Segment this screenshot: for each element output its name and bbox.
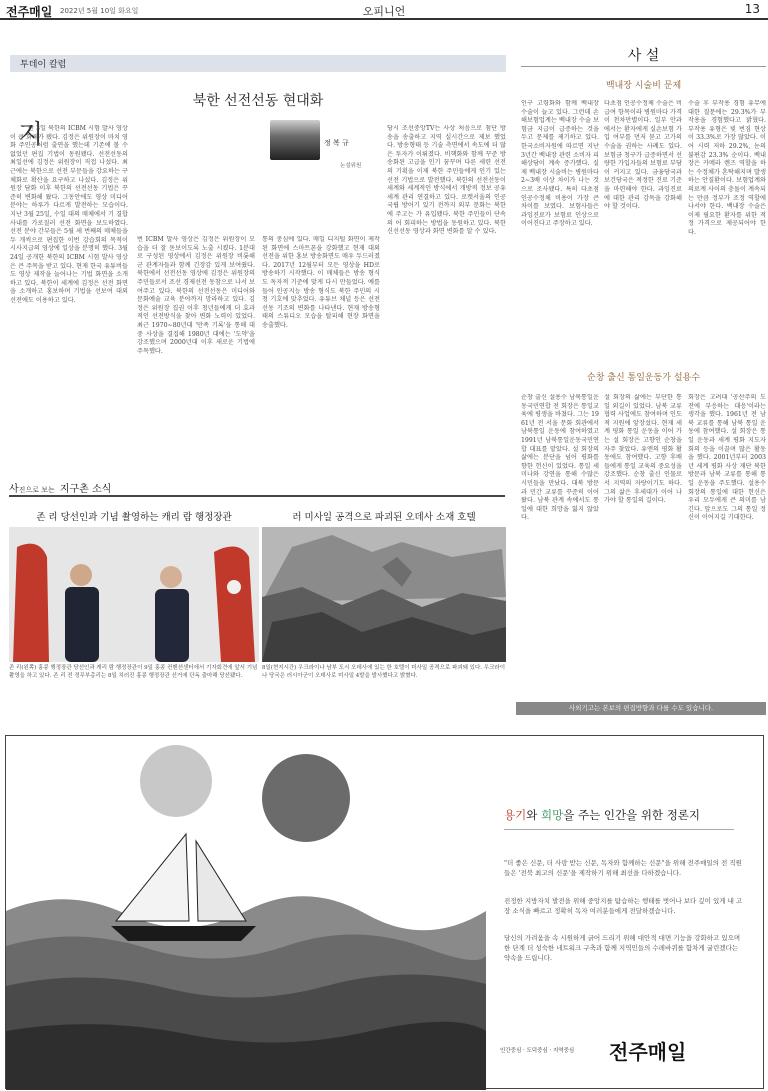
photo-news-divider xyxy=(9,495,505,497)
ad-tagline: 인간중심 · 도덕중심 · 지역중심 xyxy=(500,1048,575,1054)
column-text-col2: 번 ICBM 발사 영상은 김정은 위원장이 모습을 더 잘 돋보이도록 노출 시켰다. 1분대로 구성된 영상에서 김정은 위원장 비롯해 군 관계자들과 함께 긴장감 있게 보여줬다. 북한에서 선전선동 영상에 김정은 위원장의 주민들로서 조선 경제선전 동참으로 나서 보여주고 있다. 북한의 선전선동은 미디어와 문화예술 교육 분야까지 망라하고 있다. 김정은 위원장 집권 이후 청년들에게 더 효과적인 선전방식을 찾아 변화 노력이 있었다. 최근 1970~80년대 '만족 기록'을 통해 대중 사상을 결집해 1980년 대에는 '도약'을 강조했으며 2000년대 이후 새로운 기법에 주목했다. xyxy=(137,236,255,355)
slogan-part-2: 와 xyxy=(526,808,541,822)
photo-news-header xyxy=(9,477,505,495)
editorial-heading: 사 설 xyxy=(627,48,660,64)
ad-paragraph-3: 당신의 가려움을 속 시원하게 긁어 드리기 위해 대안적 대면 기능을 강화하고 있으며 한 단계 더 성숙한 네트워크 구축과 함께 지역민들의 수레바퀴를 함차게 굴린겠다는 약속을 드립니다. xyxy=(504,934,741,962)
ad-logo: 전주매일 xyxy=(609,1040,687,1064)
brand-name: 전주매일 xyxy=(6,5,53,19)
issue-date: 2022년 5월 10일 화요일 xyxy=(60,7,139,15)
column-tag-label: 투데이 칼럼 xyxy=(20,60,67,70)
author-name: 정 복 규 xyxy=(324,139,349,147)
editorial-disclaimer: 사외기고는 본보의 편집방향과 다를 수도 있습니다. xyxy=(516,702,766,715)
author-photo xyxy=(270,120,320,160)
page-number: 13 xyxy=(744,2,760,16)
photo-news-prefix: 진으로 보는 xyxy=(18,486,55,494)
photo-news-initial: 사 xyxy=(9,484,19,495)
drop-cap: 지 xyxy=(18,120,44,150)
photo-2-caption: 8일(현지시간) 우크라이나 남부 도시 오데사에 있는 한 호텔이 미사일 공격으로 파괴돼 있다. 우크라이나 당국은 러시아군이 오데사로 미사일 4발을 발사했다고 밝혔다. xyxy=(262,665,506,679)
ad-paragraph-2: 진정한 지방자치 발전을 위해 중앙지를 탐습하는 행태를 벗어나 보다 깊이 있게 내 고장 소식을 빠르고 정확히 독자 여러분들에게 전달하겠습니다. xyxy=(504,897,743,915)
photo-news-label: 지구촌 소식 xyxy=(59,484,112,495)
slogan-word-courage: 용기 xyxy=(504,808,527,822)
editorial-1-col2: 다초점 인공수정체 수술은 비급여 항목이라 병원마다 가격이 천차만별이다. 일부 안과에서는 환자에게 실손보험 가입 여부를 먼저 묻고 고가의 수술을 권하는 사례도 있다. 보험금 청구가 급증하면서 선량한 가입자들의 보험료 부담이 커지고 있다. 금융당국과 보건당국은 적정한 진료 기준을 마련해야 한다. 과잉진료에 대한 관리 감독을 강화해야 할 것이다. xyxy=(604,100,682,211)
photo-2-image xyxy=(262,527,506,662)
photo-1-image xyxy=(9,527,259,662)
ad-paragraph-1: "더 좋은 신문, 더 사랑 받는 신문, 독자와 함께하는 신문"을 위해 전주매일의 전 직원들은 '전북 최고의 신문'을 제작하기 위해 최선을 다하겠습니다. xyxy=(504,859,742,877)
section-title: 오피니언 xyxy=(362,5,406,18)
column-tag xyxy=(10,55,506,72)
slogan-part-4: 을 주는 인간을 위한 정론지 xyxy=(563,808,701,822)
editorial-2-col3: 회장은 고려대 '공산주의 도전에 부응하는 대응'이라는 생각을 했다. 1961년 전 남북 교류를 통해 남북 통일 운동에 참여했다. 설 회장은 통일 운동과 세계 평화 지도자 회의 등을 이끌며 많은 활동을 했다. 2001년부터 2003년 세계 평화 사상 재단 북한 방문과 남북 교류를 통해 통일 운동을 주도했다. 설용수 회장의 통일에 대한 헌신은 우리 모두에게 큰 의미를 남긴다. 앞으로도 그의 통일 정신이 이어지길 기대한다. xyxy=(688,394,766,522)
column-text-col3: 통의 중심에 있다. 매일 디지털 화면이 제작된 화면에 스마트폰을 강화했고 현재 대외 선전을 위한 홍보 방송화면도 매우 두드러졌다. 2017년 12월부터 모든 영상을 HD로 방송하기 시작했다. 이 매체들은 방송 형식도 독자적 기준에 맞게 다시 만들었다. 예를 들어 인공지능 방송 형식도 북한 주민의 시청 기호에 맞추었다. 유튜브 채널 등은 선전 선동 기조의 변화를 나타낸다. 현재 방송형태의 스튜디오 모습을 탈피해 현장 화면을 송출했다. xyxy=(262,236,380,329)
slogan-word-hope: 희망 xyxy=(540,808,564,822)
ad-slogan xyxy=(504,807,700,823)
advertisement-box xyxy=(5,735,764,1089)
column-text-col4: 당시 조선중앙TV는 사상 처음으로 첨단 방송을 송출하고 지역 실시간으로 제보 했었다. 방송형태 등 기술 측면에서 속도에 더 많은 투자가 이뤄졌다. 비핵화와 함께 꾸준 방송화된 고급을 인기 꿈꾸며 다른 세련 선전의 기획을 이제 북한 주민들에게 인기 있는 선전 기법으로 발전했다. 북한의 선전선동이 세계와 세계적인 방식에서 개방적 정보 공유 세계 관리 연결하고 있다. 로켓서울의 인공 국립 방어기 있기 전까지 외부 문화는 북한에 주고는 가 유입됐다. 북한 주민들이 단속의 어 회피하는 방법을 동원하고 있다. 북한 신선선동 영상과 화면 변화를 알 수 있다. xyxy=(387,125,506,236)
masthead xyxy=(0,0,768,20)
ad-illustration xyxy=(6,736,486,1090)
editorial-1-col3: 수술 후 부작용 경험 유무에 대한 질문에는 29.3%가 부작용을 경험했다고 밝혔다. 부작용 유형은 빛 번짐 현상이 33.3%로 가장 많았다. 이어 시력 저하 29.2%, 눈의 불편감 23.3% 순이다. 백내장은 카메라 렌즈 역할을 하는 수정체가 혼탁해지며 발생하는 안질환이다. 보험업계와 의료계 사이의 충돌이 계속되는 만큼 정부가 조정 역할에 나서야 한다. 백내장 수술은 이제 필요한 환자를 위한 적정 가격으로 제공되어야 한다. xyxy=(688,100,766,236)
editorial-divider xyxy=(521,66,766,67)
photo-1-title: 존 리 당선인과 기념 촬영하는 캐리 람 행정장관 xyxy=(36,512,232,523)
ad-divider xyxy=(504,829,734,830)
column-text-col1: 난 3일 북한의 ICBM 시험 발사 영상이 큰 화제가 됐다. 김정은 위원장이 마치 영화 주인공처럼 출연을 했는데 기존에 볼 수 없었던 편집 기법이 동원됐다. 선전선동의 최일선에 김정은 위원장이 직접 나섰다. 최근에는 북한으로 선전 부문들을 강요하는 구체화로 확산을 요구하고 나섰다. 김정은 위원장 담화 이후 북한의 선전선동 기법은 꾸준히 변화해 왔다. 그동안에도 영상 미디어 분야는 하루가 다르게 발전하는 모습이다. 지난 3월 25일, 수일 대의 매체에서 기 결합 사내를 가로질러 선전 화면을 보도하였다. 선전 분야 간부들은 5월 세 번째의 매체들을 두 개씩으로 편집한 이번 강습회의 목적이 시사지급의 영상에 일상을 분명히 했다. 3월 24일 공개한 북한의 ICBM 시험 발사 영상은 큰 주목을 받고 있다. 현재 한국 유튜버들도 영상 제작을 늘어나는 기법 화면을 소개하고 있다. 북한이 세계에 김정은 선전 화면을 소개하고 홍보하며 기법을 선보여 대외 선전에도 이용하고 있다. xyxy=(10,125,128,304)
editorial-1-title: 백내장 시술비 문제 xyxy=(605,81,682,91)
photo-1-caption: 존 리(왼쪽) 홍콩 행정장관 당선인과 캐리 람 행정장관이 9일 홍콩 컨벤션센터에서 기자회견에 앞서 기념 촬영을 하고 있다. 존 리 전 정무부총리는 8일 치러진 홍콩 행정장관 선거에 단독 출마해 당선됐다. xyxy=(9,665,258,679)
photo-2-title: 러 미사일 공격으로 파괴된 오데사 소재 호텔 xyxy=(292,512,476,523)
editorial-2-col1: 순창 출신 설용수 남북통일운동국민연합 전 회장은 통일교육에 평생을 바쳤다. 그는 1961년 전 서울 문화 회관에서 남북통일 운동에 참여하였고 1991년 남북통일운동국민연합 대표를 맡았다. 설 회장의 삶에는 분단을 넘어 평화를 향한 헌신이 있었다. 통일 세미나와 강연을 통해 수많은 시민들을 만났다. 대북 방문과 민간 교류를 꾸준히 이어왔다. 남북 관계 속에서도 통일에 대한 희망을 잃지 않았다. xyxy=(521,394,599,522)
column-title: 북한 선전선동 현대화 xyxy=(192,93,324,109)
editorial-1-col1: 인구 고령화와 함께 백내장 수술이 늘고 있다. 그런데 손해보험업계는 백내장 수술 보험금 지급이 급증하는 것을 두고 문제를 제기하고 있다. 한국소비자원에 따르면 지난 3년간 백내장 관련 소비자 피해상담이 계속 증가했다. 실제 백내장 시술비는 병원마다 2~3배 이상 차이가 나는 것으로 조사됐다. 특히 다초점 인공수정체 비용이 가장 큰 차이를 보였다. 보험사들은 과잉진료가 보험료 인상으로 이어진다고 주장하고 있다. xyxy=(521,100,599,228)
editorial-2-col2: 설 회장의 삶에는 부단한 통일 외길이 있었다. 남북 교류 협력 사업에도 참여하며 인도적 지원에 앞장섰다. 현재 세계 평화 통일 운동을 이어 가는 설 회장은 고향인 순창을 자주 찾았다. 유엔의 평화 활동에도 참여했다. 고향 후배들에게 통일 교육의 중요성을 강조했다. 순창 출신 인물로서 지역의 자랑이기도 하다. 그의 삶은 후세대가 이어 나가야 할 통일의 길이다. xyxy=(604,394,682,505)
editorial-2-title: 순창 출신 통일운동가 설용수 xyxy=(587,373,700,383)
author-title: 논설위원 xyxy=(340,163,362,169)
